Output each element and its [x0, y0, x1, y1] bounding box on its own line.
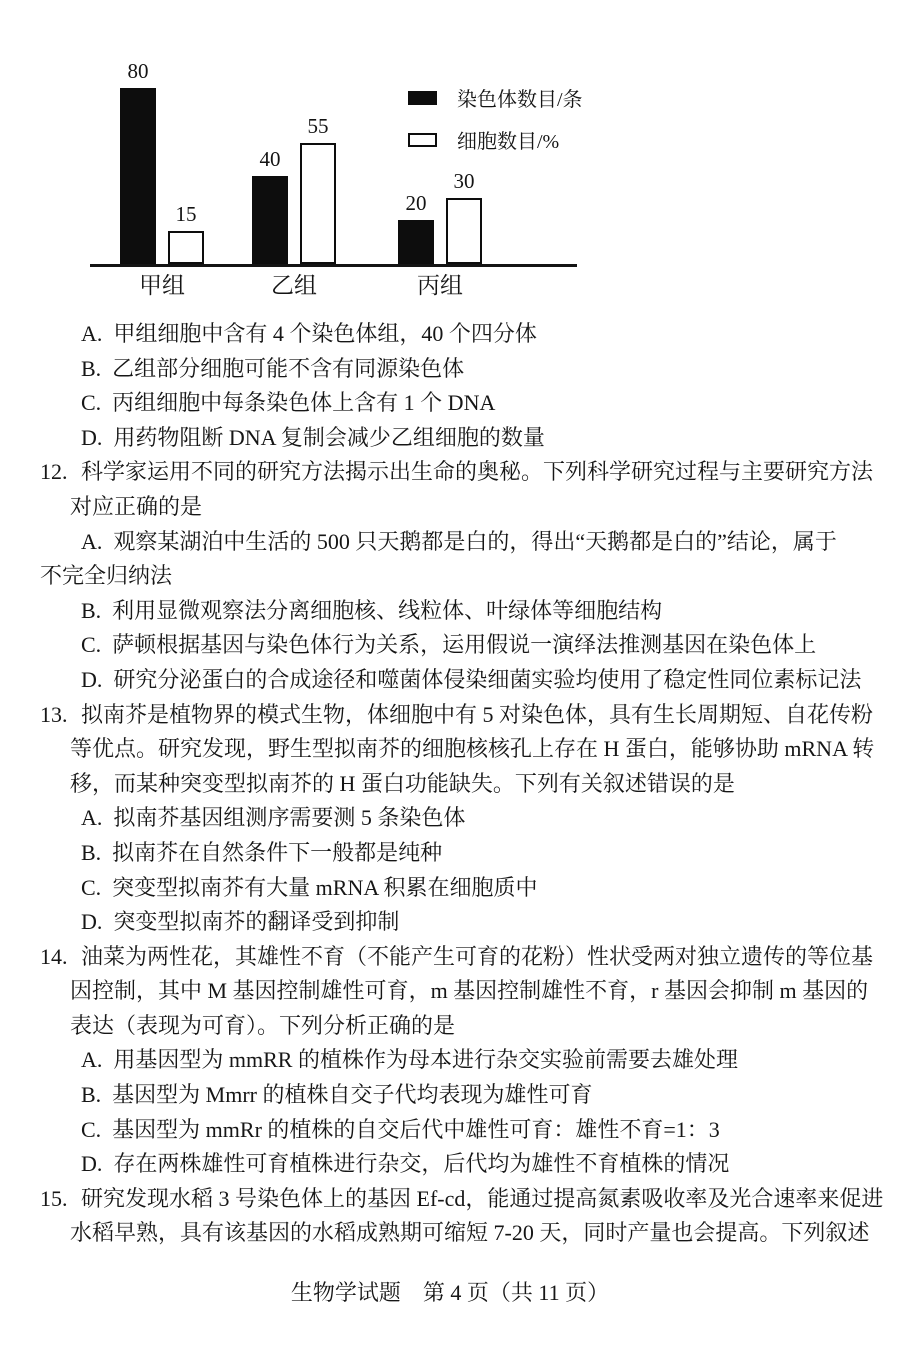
line-text: B. 拟南芥在自然条件下一般都是纯种 — [81, 839, 443, 865]
line-text: A. 甲组细胞中含有 4 个染色体组，40 个四分体 — [81, 321, 537, 346]
bar-outline — [300, 143, 336, 264]
legend-label: 染色体数目/条 — [457, 89, 583, 111]
line-text: D. 用药物阻断 DNA 复制会减少乙组细胞的数量 — [81, 424, 545, 450]
bar-with-label — [168, 202, 204, 264]
line-text: B. 基因型为 Mmrr 的植株自交子代均表现为雄性可育 — [81, 1082, 593, 1108]
bar-filled — [398, 220, 434, 264]
bar-group — [398, 169, 482, 298]
bar-with-label — [300, 114, 336, 264]
line-text: A. 拟南芥基因组测序需要测 5 条染色体 — [81, 805, 466, 831]
question-number: 12. — [40, 459, 68, 485]
option-line — [0, 596, 900, 631]
line-text: 等优点。研究发现，野生型拟南芥的细胞核核孔上存在 H 蛋白，能够协助 mRNA 转 — [70, 736, 875, 762]
page-footer: 生物学试题 第 4 页（共 11 页） — [290, 1280, 610, 1305]
bar-with-label — [252, 147, 288, 264]
line-text: B. 利用显微观察法分离细胞核、线粒体、叶绿体等细胞结构 — [81, 597, 663, 623]
bar-value-label: 40 — [259, 147, 281, 171]
line-text: 对应正确的是 — [70, 493, 203, 519]
bar-value-label: 80 — [127, 59, 149, 83]
line-text: C. 丙组细胞中每条染色体上含有 1 个 DNA — [81, 390, 496, 416]
bar-filled — [120, 88, 156, 264]
line-text: 移，而某种突变型拟南芥的 H 蛋白功能缺失。下列有关叙述错误的是 — [70, 770, 735, 796]
option-line — [0, 665, 900, 700]
question-number: 15. — [40, 1185, 68, 1211]
category-label: 乙组 — [271, 273, 317, 298]
question-stem-line — [0, 700, 900, 735]
question-stem-line — [0, 1184, 900, 1219]
option-line — [0, 1080, 900, 1115]
bar-value-label: 55 — [307, 114, 329, 138]
option-line — [0, 423, 900, 458]
bar-group — [252, 114, 336, 298]
legend-item-chromosome — [408, 83, 583, 112]
bar-value-label: 15 — [175, 202, 197, 226]
line-text: D. 存在两株雄性可育植株进行杂交，后代均为雄性不育植株的情况 — [81, 1151, 730, 1177]
question-stem-line — [0, 457, 900, 492]
category-label: 甲组 — [139, 273, 185, 298]
legend-item-cell — [408, 125, 583, 154]
bar-outline — [446, 198, 482, 264]
bar-filled — [252, 176, 288, 264]
text-line — [0, 1218, 900, 1253]
option-line — [0, 388, 900, 423]
line-text: D. 突变型拟南芥的翻译受到抑制 — [81, 909, 400, 935]
text-line — [0, 1011, 900, 1046]
option-line — [0, 838, 900, 873]
line-text: A. 观察某湖泊中生活的 500 只天鹅都是白的，得出“天鹅都是白的”结论，属于 — [81, 528, 837, 554]
line-text: C. 突变型拟南芥有大量 mRNA 积累在细胞质中 — [81, 874, 538, 900]
line-text: 因控制，其中 M 基因控制雄性可育，m 基因控制雄性不育，r 基因会抑制 m 基因的 — [70, 978, 869, 1004]
bar-value-label: 20 — [405, 191, 427, 215]
text-line — [0, 492, 900, 527]
line-text: A. 用基因型为 mmRR 的植株作为母本进行杂交实验前需要去雄处理 — [81, 1047, 738, 1073]
line-text: C. 萨顿根据基因与染色体行为关系，运用假说一演绎法推测基因在染色体上 — [81, 632, 817, 658]
question-stem-line — [0, 942, 900, 977]
line-text: 表达（表现为可育）。下列分析正确的是 — [70, 1012, 456, 1038]
line-text: B. 乙组部分细胞可能不含有同源染色体 — [81, 355, 465, 381]
option-line — [0, 630, 900, 665]
text-line — [0, 734, 900, 769]
text-line — [0, 561, 900, 596]
filled-bar-swatch-icon — [408, 91, 437, 105]
option-line — [0, 527, 900, 562]
chart-legend — [408, 83, 583, 154]
bar-outline — [168, 231, 204, 264]
bar-group — [120, 59, 204, 298]
question-text-block — [0, 319, 900, 1253]
text-line — [0, 769, 900, 804]
line-text: D. 研究分泌蛋白的合成途径和噬菌体侵染细菌实验均使用了稳定性同位素标记法 — [81, 666, 862, 692]
option-line — [0, 1115, 900, 1150]
bar-value-label: 30 — [453, 169, 475, 193]
bar-with-label — [120, 59, 156, 264]
question-number: 13. — [40, 701, 68, 727]
legend-label: 细胞数目/% — [457, 131, 560, 153]
outline-bar-swatch-icon — [408, 133, 437, 147]
option-line — [0, 803, 900, 838]
line-text: 水稻早熟，具有该基因的水稻成熟期可缩短 7-20 天，同时产量也会提高。下列叙述 — [70, 1220, 870, 1246]
line-text: 油菜为两性花，其雄性不育（不能产生可育的花粉）性状受两对独立遗传的等位基 — [81, 943, 874, 969]
line-text: 拟南芥是植物界的模式生物，体细胞中有 5 对染色体，具有生长周期短、自花传粉 — [81, 701, 874, 727]
line-text: C. 基因型为 mmRr 的植株的自交后代中雄性可育：雄性不育=1：3 — [81, 1116, 720, 1142]
category-label: 丙组 — [417, 273, 463, 298]
line-text: 不完全归纳法 — [40, 563, 173, 589]
option-line — [0, 907, 900, 942]
bar-with-label — [446, 169, 482, 264]
question-number: 14. — [40, 943, 68, 969]
option-line — [0, 354, 900, 389]
option-line — [0, 1045, 900, 1080]
option-line — [0, 873, 900, 908]
line-text: 科学家运用不同的研究方法揭示出生命的奥秘。下列科学研究过程与主要研究方法 — [81, 459, 874, 485]
bar-with-label — [398, 191, 434, 264]
text-line — [0, 976, 900, 1011]
option-line — [0, 1149, 900, 1184]
line-text: 研究发现水稻 3 号染色体上的基因 Ef-cd，能通过提高氮素吸收率及光合速率来促进 — [81, 1185, 884, 1211]
option-line — [0, 319, 900, 354]
